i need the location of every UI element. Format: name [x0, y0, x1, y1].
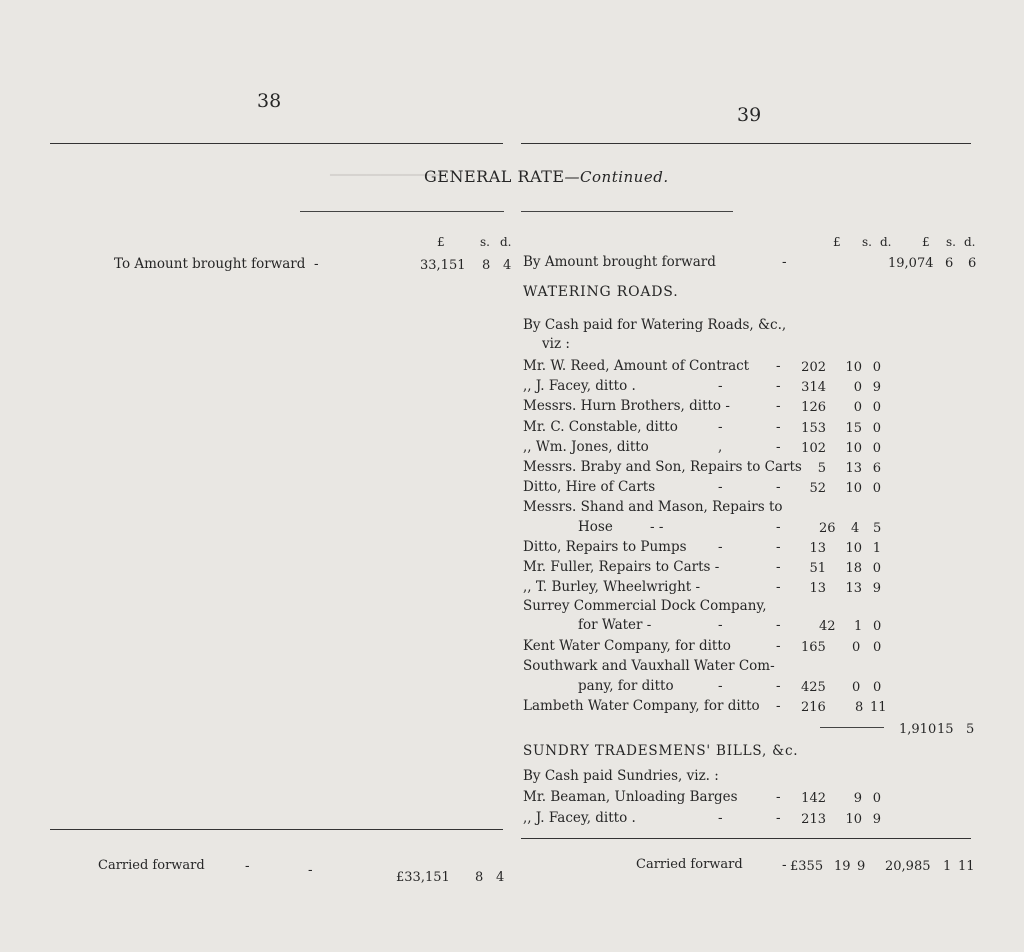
- surrey-d: 0: [873, 619, 882, 634]
- ledger-row-pence: 9: [872, 812, 881, 827]
- ledger-row-pence: 0: [872, 440, 881, 456]
- ledger-row-dash: -: [776, 810, 781, 826]
- left-carried-forward-s: 8: [475, 870, 484, 885]
- lambeth-d: 11: [870, 700, 887, 715]
- ledger-row-dash: -: [776, 579, 781, 595]
- ledger-row-label: ,, J. Facey, ditto .: [523, 378, 636, 395]
- ledger-row-pence: 0: [872, 400, 881, 416]
- ledger-row-pounds: 142: [801, 791, 826, 806]
- ledger-row-shillings: 13: [845, 581, 862, 596]
- surrey-s: 1: [854, 619, 863, 634]
- ledger-row-mid-mark: -: [718, 539, 723, 555]
- left-header-pound: £: [437, 235, 445, 249]
- lambeth-pounds: 216: [801, 700, 826, 715]
- ledger-row-label: ,, Wm. Jones, ditto: [523, 438, 649, 455]
- ledger-row-mid-mark: -: [718, 479, 723, 496]
- ledger-row-pence: 0: [872, 420, 881, 436]
- top-rule-right: [521, 143, 971, 144]
- shand-pounds: 26: [819, 521, 836, 536]
- southwark-mid-dash: -: [718, 678, 723, 694]
- left-brought-forward-dash: -: [314, 256, 319, 272]
- ledger-row-pounds: 102: [801, 440, 826, 456]
- surrey-line-2: for Water -: [578, 617, 652, 633]
- surrey-dash: -: [776, 617, 781, 633]
- left-header-s: s.: [480, 235, 490, 249]
- sundry-intro: By Cash paid Sundries, viz. :: [523, 768, 719, 784]
- ledger-row-dash: -: [776, 438, 781, 455]
- ledger-row-label: Ditto, Repairs to Pumps: [523, 539, 687, 555]
- ledger-row-pounds: 314: [801, 380, 826, 396]
- kent-s: 0: [852, 640, 861, 655]
- section-title-watering-roads: WATERING ROADS.: [523, 284, 679, 300]
- page-title: [424, 167, 669, 186]
- top-rule-left: [50, 143, 503, 144]
- left-brought-forward-d: 4: [503, 258, 512, 273]
- watering-intro-line-1: By Cash paid for Watering Roads, &c.,: [523, 317, 787, 333]
- right-brought-forward-d: 6: [968, 256, 977, 271]
- subtotal-rule: [820, 727, 884, 728]
- ledger-row-label: Messrs. Hurn Brothers, ditto -: [523, 398, 730, 415]
- title-main: GENERAL RATE: [424, 167, 565, 186]
- shand-line-2: Hose: [578, 519, 613, 535]
- ledger-row-label: Mr. C. Constable, ditto: [523, 418, 678, 435]
- ledger-row-pounds: 5: [817, 461, 826, 476]
- ledger-row-pounds: 51: [809, 561, 826, 576]
- ledger-row-mid-mark: -: [718, 810, 723, 826]
- bottom-rule-left: [50, 829, 503, 830]
- page-number-right: 39: [737, 104, 762, 126]
- southwark-d: 0: [873, 680, 882, 695]
- left-brought-forward-label: To Amount brought forward: [114, 256, 306, 272]
- lambeth-dash: -: [776, 698, 781, 714]
- ledger-row-shillings: 13: [845, 461, 862, 476]
- ledger-row-pence: 0: [872, 791, 881, 806]
- ledger-row-shillings: 10: [845, 481, 862, 497]
- right-header-s-1: s.: [862, 235, 872, 249]
- ledger-row-dash: -: [776, 358, 781, 374]
- ledger-row-pence: 0: [872, 360, 881, 375]
- left-header-d: d.: [500, 235, 512, 249]
- shand-line-1: Messrs. Shand and Mason, Repairs to: [523, 499, 783, 515]
- left-carried-forward-label: Carried forward: [98, 858, 205, 873]
- southwark-line-2: pany, for ditto: [578, 678, 674, 694]
- ledger-row-label: Mr. Beaman, Unloading Barges: [523, 789, 738, 805]
- right-header-s-2: s.: [946, 235, 956, 249]
- right-brought-forward-dash: -: [782, 254, 787, 270]
- ledger-row-mid-mark: -: [718, 378, 723, 395]
- shand-s: 4: [851, 521, 860, 536]
- ledger-row-pounds: 13: [809, 581, 826, 596]
- ledger-row-label: ,, J. Facey, ditto .: [523, 810, 636, 826]
- right-carried-forward-total-d: 11: [958, 859, 975, 874]
- watering-total-s: 15: [937, 722, 954, 737]
- ledger-row-dash: -: [776, 378, 781, 395]
- shand-dash: -: [776, 519, 781, 535]
- right-header-d-1: d.: [880, 235, 892, 249]
- ledger-row-shillings: 18: [845, 561, 862, 576]
- bottom-rule-right: [521, 838, 971, 839]
- section-title-sundry: SUNDRY TRADESMENS' BILLS, &c.: [523, 743, 799, 759]
- ledger-row-pence: 6: [872, 461, 881, 476]
- ledger-row-pounds: 202: [801, 360, 826, 375]
- right-brought-forward-pounds: 19,074: [888, 256, 934, 271]
- ledger-row-pounds: 153: [801, 420, 826, 436]
- ledger-row-mid-mark: -: [718, 418, 723, 435]
- bleed-through-text: ━━━━━━━━━━━━━━━━: [330, 168, 446, 182]
- kent-d: 0: [873, 640, 882, 655]
- ledger-row-label: ,, T. Burley, Wheelwright -: [523, 579, 701, 595]
- ledger-row-shillings: 0: [853, 380, 862, 396]
- right-carried-forward-total-s: 1: [943, 859, 952, 874]
- surrey-mid-dash: -: [718, 617, 723, 633]
- ledger-row-label: Messrs. Braby and Son, Repairs to Carts: [523, 459, 802, 475]
- ledger-row-pence: 9: [872, 380, 881, 396]
- ledger-row-label: Mr. W. Reed, Amount of Contract: [523, 358, 750, 374]
- right-carried-forward-label: Carried forward: [636, 857, 743, 872]
- ledger-row-dash: -: [776, 559, 781, 575]
- ledger-row-pounds: 13: [809, 541, 826, 556]
- right-carried-forward-amount: £355: [790, 859, 824, 874]
- ledger-row-shillings: 10: [845, 360, 862, 375]
- title-suffix: —Continued.: [564, 168, 669, 186]
- page-number-left: 38: [257, 90, 282, 112]
- right-header-pound-2: £: [922, 235, 930, 249]
- kent-pounds: 165: [801, 640, 826, 655]
- ledger-row-dash: -: [776, 418, 781, 435]
- ledger-row-shillings: 10: [845, 440, 862, 456]
- ledger-row-label: Ditto, Hire of Carts: [523, 479, 656, 496]
- ledger-row-label: Mr. Fuller, Repairs to Carts -: [523, 559, 720, 575]
- left-brought-forward-s: 8: [482, 258, 491, 273]
- ledger-row-pence: 1: [872, 541, 881, 556]
- kent-dash: -: [776, 638, 781, 654]
- right-carried-forward-total: 20,985: [885, 859, 931, 874]
- surrey-pounds: 42: [819, 619, 836, 634]
- right-header-d-2: d.: [964, 235, 976, 249]
- left-brought-forward-pounds: 33,151: [420, 258, 466, 273]
- kent-label: Kent Water Company, for ditto: [523, 638, 731, 654]
- ledger-row-mid-mark: ,: [718, 438, 723, 455]
- ledger-row-shillings: 10: [845, 541, 862, 556]
- title-underline-right: [521, 211, 733, 212]
- ledger-row-pounds: 52: [809, 481, 826, 497]
- right-carried-forward-d: 9: [857, 859, 866, 874]
- left-carried-forward-dot: -: [245, 858, 250, 874]
- ledger-row-pence: 9: [872, 581, 881, 596]
- ledger-row-pounds: 126: [801, 400, 826, 416]
- southwark-pounds: 425: [801, 680, 826, 695]
- ledger-row-dash: -: [776, 539, 781, 555]
- ledger-row-shillings: 0: [853, 400, 862, 416]
- surrey-line-1: Surrey Commercial Dock Company,: [523, 598, 767, 614]
- ledger-row-shillings: 9: [853, 791, 862, 806]
- ledger-row-dash: -: [776, 479, 781, 496]
- right-brought-forward-s: 6: [945, 256, 954, 271]
- lambeth-s: 8: [855, 700, 864, 715]
- ledger-row-shillings: 10: [845, 812, 862, 827]
- lambeth-label: Lambeth Water Company, for ditto: [523, 698, 760, 714]
- shand-dots: - -: [650, 519, 664, 535]
- ledger-row-shillings: 15: [845, 420, 862, 436]
- southwark-line-1: Southwark and Vauxhall Water Com-: [523, 658, 775, 674]
- watering-total-d: 5: [966, 722, 975, 737]
- right-brought-forward-label: By Amount brought forward: [523, 254, 716, 270]
- southwark-dash: -: [776, 678, 781, 694]
- ledger-row-dash: -: [776, 398, 781, 415]
- ledger-row-pounds: 213: [801, 812, 826, 827]
- shand-d: 5: [873, 521, 882, 536]
- right-header-pound-1: £: [833, 235, 841, 249]
- watering-intro-line-2: viz :: [542, 336, 570, 352]
- ledger-row-pence: 0: [872, 561, 881, 576]
- ledger-row-pence: 0: [872, 481, 881, 497]
- right-carried-forward-dash: -: [782, 857, 787, 873]
- watering-total-pounds: 1,910: [899, 722, 937, 737]
- ledger-row-dash: -: [776, 789, 781, 805]
- right-carried-forward-s: 19: [834, 859, 851, 874]
- left-carried-forward-dot: -: [308, 862, 313, 878]
- left-carried-forward-d: 4: [496, 870, 505, 885]
- left-carried-forward-amount: £33,151: [396, 870, 450, 885]
- southwark-s: 0: [852, 680, 861, 695]
- title-underline-left: [300, 211, 504, 212]
